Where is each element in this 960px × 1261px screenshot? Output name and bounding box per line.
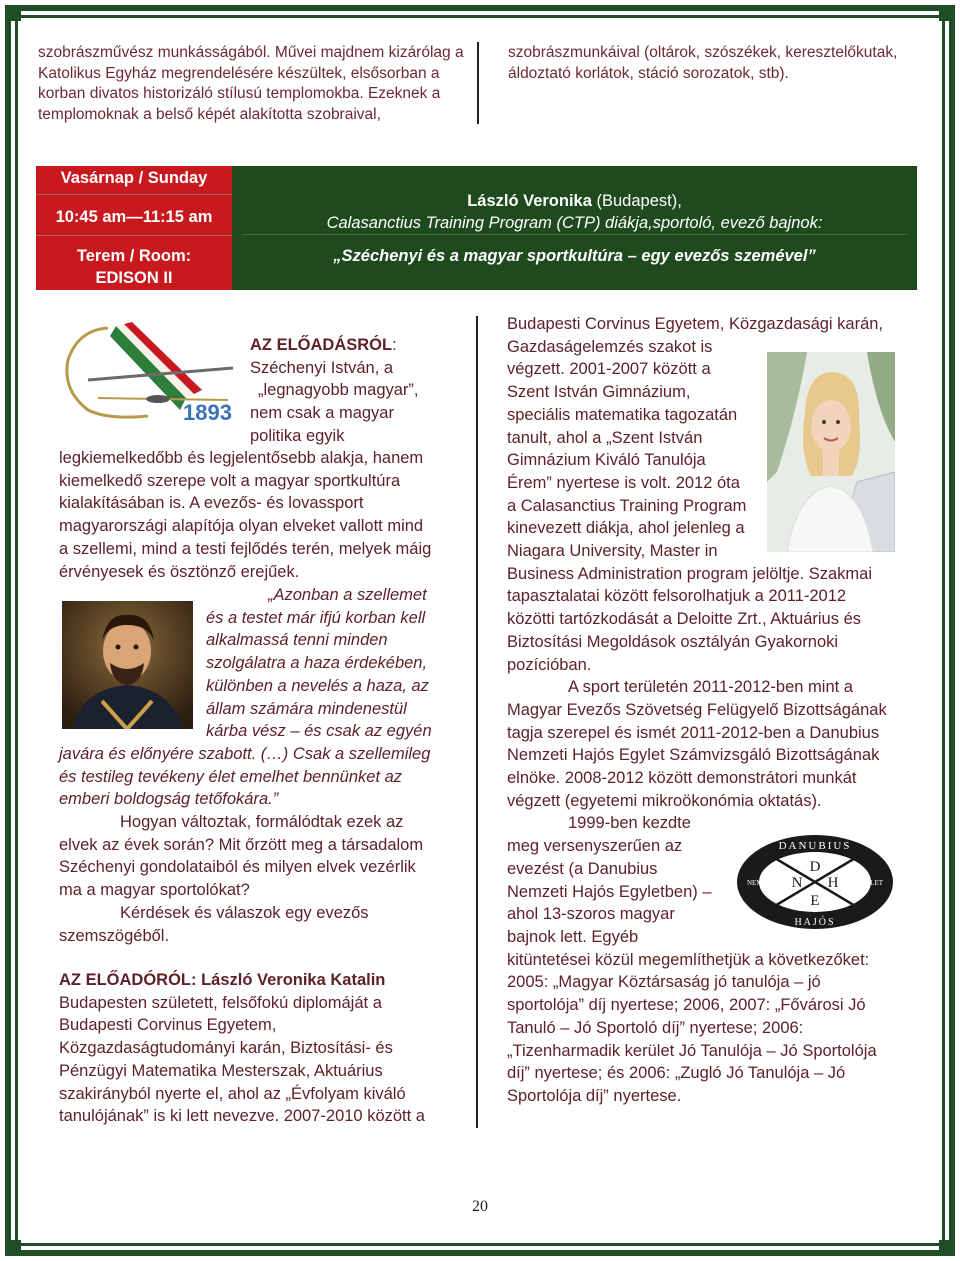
text-line: emberi boldogság tetőfokára.” [59,790,279,809]
room-label: Terem / Room: [76,247,192,265]
text-line: Business Administration program jelöltje. Szakmai [507,564,872,583]
text-line: kinevezett diákja, ahol jelenleg a [507,519,745,538]
session-day [36,166,232,189]
divider [36,194,232,195]
corner-ornament [939,5,955,21]
logo-letter: D [809,859,821,875]
text-line: érvényesek és ösztönző erejűek. [59,562,300,581]
text-line: végzett. 2001-2007 között a [507,360,711,379]
about-talk-intro [250,334,470,448]
logo-text-top: DANUBIUS [778,840,852,852]
session-room [36,245,232,289]
text-line: korban divatos historizáló stílusú templomokba. Ezeknek a [38,85,441,102]
quote-wrapped [206,584,471,743]
text-line: Érem” nyertese is volt. 2012 óta [507,473,740,492]
text-line: díj” nyertese; és 2006: „Zugló Jó Tanulója – Jó [507,1064,846,1083]
text-line: szakirányból nyerte el, ahol az „Évfolyam kiváló [59,1084,406,1103]
logo-text-left: NEMZETI [747,879,778,887]
text-line: evezést (a Danubius [507,859,658,878]
text-line: elvek az évek során? Mit őrzött meg a társadalom [59,835,424,854]
text-line: Szent István Gimnázium, [507,383,691,402]
text-line: Niagara University, Master in [507,542,718,561]
talk-info-panel [232,166,917,290]
text-line: szemszögéből. [59,926,170,945]
text-line: tanult, ahol a „Szent István [507,428,703,447]
text-line: elnöke. 2008-2012 között demonstrátori munkát [507,769,857,788]
text-line: pozícióban. [507,655,592,674]
text-line: ma a magyar sportolókat? [59,881,250,900]
text-line: kárba vész – és csak az egyén [206,722,432,741]
oar-blade-icon [146,395,170,403]
text-line: közötti tartózkodását a Deloitte Zrt., Aktuárius és [507,610,861,629]
text-line: különben a nevelés a haza, az [206,676,429,695]
session-time: 10:45 am—11:15 am [55,208,213,226]
top-left-text [38,43,468,125]
text-line: Közgazdaságtudományi karán, Biztosítási- és [59,1039,393,1058]
about-heading-label: AZ ELŐADÁSRÓL [250,336,393,354]
text-line: Pénzügyi Matematika Mesterszak, Aktuárius [59,1061,383,1080]
text-line: Katolikus Egyház megrendelésére készültek, elsősorban a [38,64,440,82]
text-line: Széchenyi István, a [250,358,394,377]
text-line: Magyar Evezős Szövetség Felügyelő Bizottságának [507,700,887,719]
day-label: Vasárnap / Sunday [60,169,208,187]
corner-ornament [5,1240,21,1256]
logo-letter: N [791,875,803,891]
text-line: „legnagyobb magyar”, [258,381,419,400]
speaker-name: László Veronika [467,192,592,210]
text-line: Gimnázium Kiváló Tanulója [507,451,706,470]
text-line: és a testet már ifjú korban kell [206,608,426,627]
text-line: 2005: „Magyar Köztársaság jó tanulója – jó [507,973,821,992]
about-heading [250,334,470,357]
session-info-panel [36,166,232,290]
text-line: áldoztató korlátok, stáció sorozatok, stb). [508,64,789,82]
text-line: a szellemi, mind a testi fejlődés terén, melyek máig [59,539,432,558]
quote-full [59,743,469,811]
text-line: Sportolója díj” nyertese. [507,1086,682,1105]
text-line: kitüntetései közül megemlíthetjük a következőket: [507,950,870,969]
session-banner [36,166,917,290]
speaker-description: Calasanctius Training Program (CTP) diákja,sportoló, evező bajnok: [326,214,823,232]
text-line: a Calasanctius Training Program [507,496,747,515]
speaker-bio [59,969,469,1128]
about-talk-paragraph [59,447,469,583]
corner-ornament [939,1240,955,1256]
logo-year: 1893 [183,400,232,425]
text-line: 1999-ben kezdte [568,814,691,833]
text-line: állam számára mindenestül [206,699,407,718]
divider [36,235,232,236]
text-line: javára és előnyére szabott. (…) Csak a szellemileg [59,745,431,763]
logo-text-bottom: HAJÓS [794,917,836,928]
text-line: meg versenyszerűen az [507,837,683,856]
top-right-text [508,43,928,84]
heading-colon: : [392,336,397,354]
logo-text-right: EGYLET [855,879,883,887]
text-line: kialakításában is. A evezős- és lovassport [59,494,364,513]
talk-title: „Széchenyi és a magyar sportkultúra – egy evezős szemével” [333,247,816,265]
speaker-heading: AZ ELŐADÓRÓL: László Veronika Katalin [59,971,386,989]
text-line: Hogyan változtak, formálódtak ezek az [120,813,404,831]
flag-white-stripe [116,324,194,398]
text-line: legkiemelkedőbb és legjelentősebb alakja, hanem [59,449,424,467]
text-line: A sport területén 2011-2012-ben mint a [568,678,853,697]
text-line: politika egyik [250,426,345,445]
text-line: bajnok lett. Egyéb [507,927,639,946]
text-line: szolgálatra a haza érdekében, [206,654,428,673]
speaker-line [232,190,917,212]
text-line: kiemelkedő szerepe volt a magyar sportkultúra [59,471,401,490]
text-line: magyarországi alapítója olyan elveket vallott mind [59,517,424,536]
danubius-club-logo [735,833,895,931]
divider [242,234,907,235]
column-divider [476,316,478,1128]
page-number: 20 [472,1198,488,1215]
text-line: Nemzeti Hajós Egyletben) – [507,882,712,901]
text-line: tanulójának” is ki lett nevezve. 2007-2010 között a [59,1107,425,1126]
corner-ornament [5,5,21,21]
text-line: tapasztalatai között felsorolhatjuk a 2011-2012 [507,587,847,606]
text-line: szobrászművész munkásságából. Művei majdnem kizárólag a [38,44,464,61]
questions-paragraph [59,811,469,947]
text-line: ahol 13-szoros magyar [507,905,675,924]
text-line: Tanuló – Jó Sportoló díj” nyertese; 2006: [507,1018,804,1037]
text-line: Kérdések és válaszok egy evezős [120,903,369,922]
text-line: Széchenyi gondolataiból és milyen elvek vezérlik [59,858,416,877]
text-line: Gazdaságelemzés szakot is [507,337,713,356]
text-line: Budapesten született, felsőfokú diplomáját a [59,993,382,1012]
text-line: speciális matematika tagozatán [507,405,738,424]
text-line: Nemzeti Hajós Egylet Számvizsgáló Bizottságának [507,746,880,765]
speaker-city: (Budapest), [591,192,682,210]
speaker-bio-continued [507,313,892,1108]
text-line: „Azonban a szellemet [268,586,427,604]
logo-letter: H [827,875,839,891]
szechenyi-portrait [62,601,193,729]
text-line: nem csak a magyar [250,404,394,423]
text-line: és testileg tevékeny élet emelhet bennünket az [59,767,403,786]
text-line: szobrászmunkáival (oltárok, szószékek, keresztelőkutak, [508,44,898,61]
logo-letter: E [810,893,820,909]
text-line: Budapesti Corvinus Egyetem, [59,1016,277,1035]
text-line: Budapesti Corvinus Egyetem, Közgazdasági karán, [507,315,884,333]
text-line: végzett (egyetemi mikroökonómia oktatás). [507,791,822,810]
text-line: alkalmassá tenni minden [206,631,388,650]
rowing-club-flag-logo [58,320,238,430]
text-line: sportolója” díj nyertese; 2006, 2007: „Fővárosi Jó [507,996,866,1015]
text-line: Biztosítási Megoldások osztályán Gyakornoki [507,632,839,651]
text-line: „Tizenharmadik kerület Jó Tanulója – Jó Sportolója [507,1041,877,1060]
column-divider [477,42,479,124]
text-line: templomoknak a belső képét alakította szobraival, [38,105,381,123]
text-line: tagja szerepel és ismét 2011-2012-ben a Danubius [507,723,880,742]
room-name: EDISON II [95,269,173,287]
